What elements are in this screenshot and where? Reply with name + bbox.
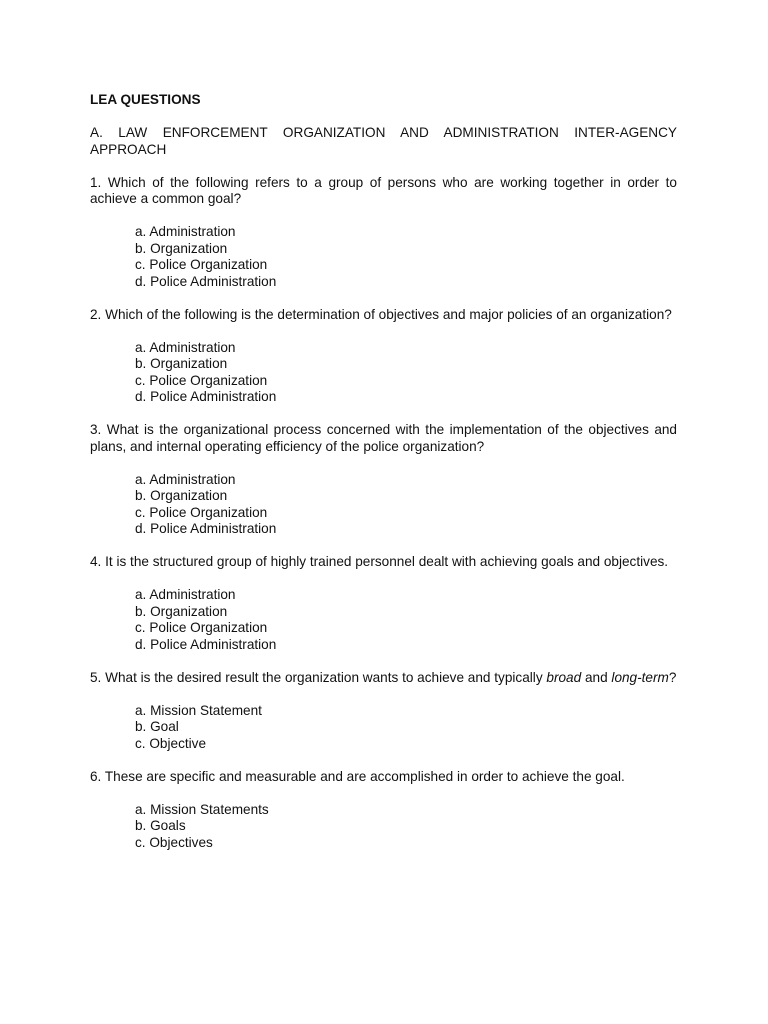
- question-3-options: [90, 472, 677, 538]
- option: a. Administration: [135, 224, 236, 239]
- option: b. Organization: [135, 603, 228, 619]
- option: b. Goal: [135, 719, 179, 734]
- section-heading: A. LAW ENFORCEMENT ORGANIZATION AND ADMINISTRATION INTER-AGENCY APPROACH: [90, 125, 677, 157]
- question-5-mid: and: [581, 669, 612, 685]
- option: c. Police Organization: [135, 620, 268, 635]
- option: a. Mission Statements: [135, 801, 269, 817]
- question-5-emphasis-broad: broad: [546, 669, 582, 685]
- option: a. Administration: [135, 587, 236, 602]
- option: c. Police Organization: [135, 372, 268, 388]
- question-5-text: [90, 670, 677, 687]
- option: c. Police Organization: [135, 257, 268, 272]
- document-title: LEA QUESTIONS: [90, 92, 201, 107]
- question-2-text: 2. Which of the following is the determination of objectives and major policies of an organization?: [90, 306, 672, 322]
- question-3-text: 3. What is the organizational process concerned with the implementation of the objectives and plans, and internal operating efficiency of the police organization?: [90, 422, 677, 454]
- option: c. Objective: [135, 735, 207, 751]
- question-6-text: 6. These are specific and measurable and are accomplished in order to achieve the goal.: [90, 768, 625, 784]
- question-2-options: [90, 340, 677, 406]
- option: b. Goals: [135, 818, 186, 833]
- question-4-options: [90, 587, 677, 653]
- question-6-options: [90, 802, 677, 852]
- option: c. Objectives: [135, 834, 213, 850]
- option: b. Organization: [135, 488, 228, 503]
- question-5-end: ?: [668, 669, 677, 685]
- option: d. Police Administration: [135, 273, 277, 289]
- option: b. Organization: [135, 356, 228, 371]
- option: b. Organization: [135, 240, 228, 256]
- option: d. Police Administration: [135, 521, 277, 536]
- question-1-options: [90, 224, 677, 290]
- option: a. Administration: [135, 339, 236, 355]
- question-5-emphasis-long-term: long-term: [611, 669, 669, 685]
- question-5-lead: 5. What is the desired result the organization wants to achieve and typically: [90, 669, 547, 685]
- option: a. Administration: [135, 471, 236, 487]
- option: d. Police Administration: [135, 389, 277, 404]
- option: c. Police Organization: [135, 504, 268, 520]
- document-page: [90, 92, 677, 868]
- question-5-options: [90, 703, 677, 753]
- question-4-text: 4. It is the structured group of highly trained personnel dealt with achieving goals and objectives.: [90, 554, 669, 569]
- option: a. Mission Statement: [135, 702, 262, 718]
- question-1-text: 1. Which of the following refers to a group of persons who are working together in order to achieve a common goal?: [90, 174, 677, 206]
- option: d. Police Administration: [135, 636, 277, 652]
